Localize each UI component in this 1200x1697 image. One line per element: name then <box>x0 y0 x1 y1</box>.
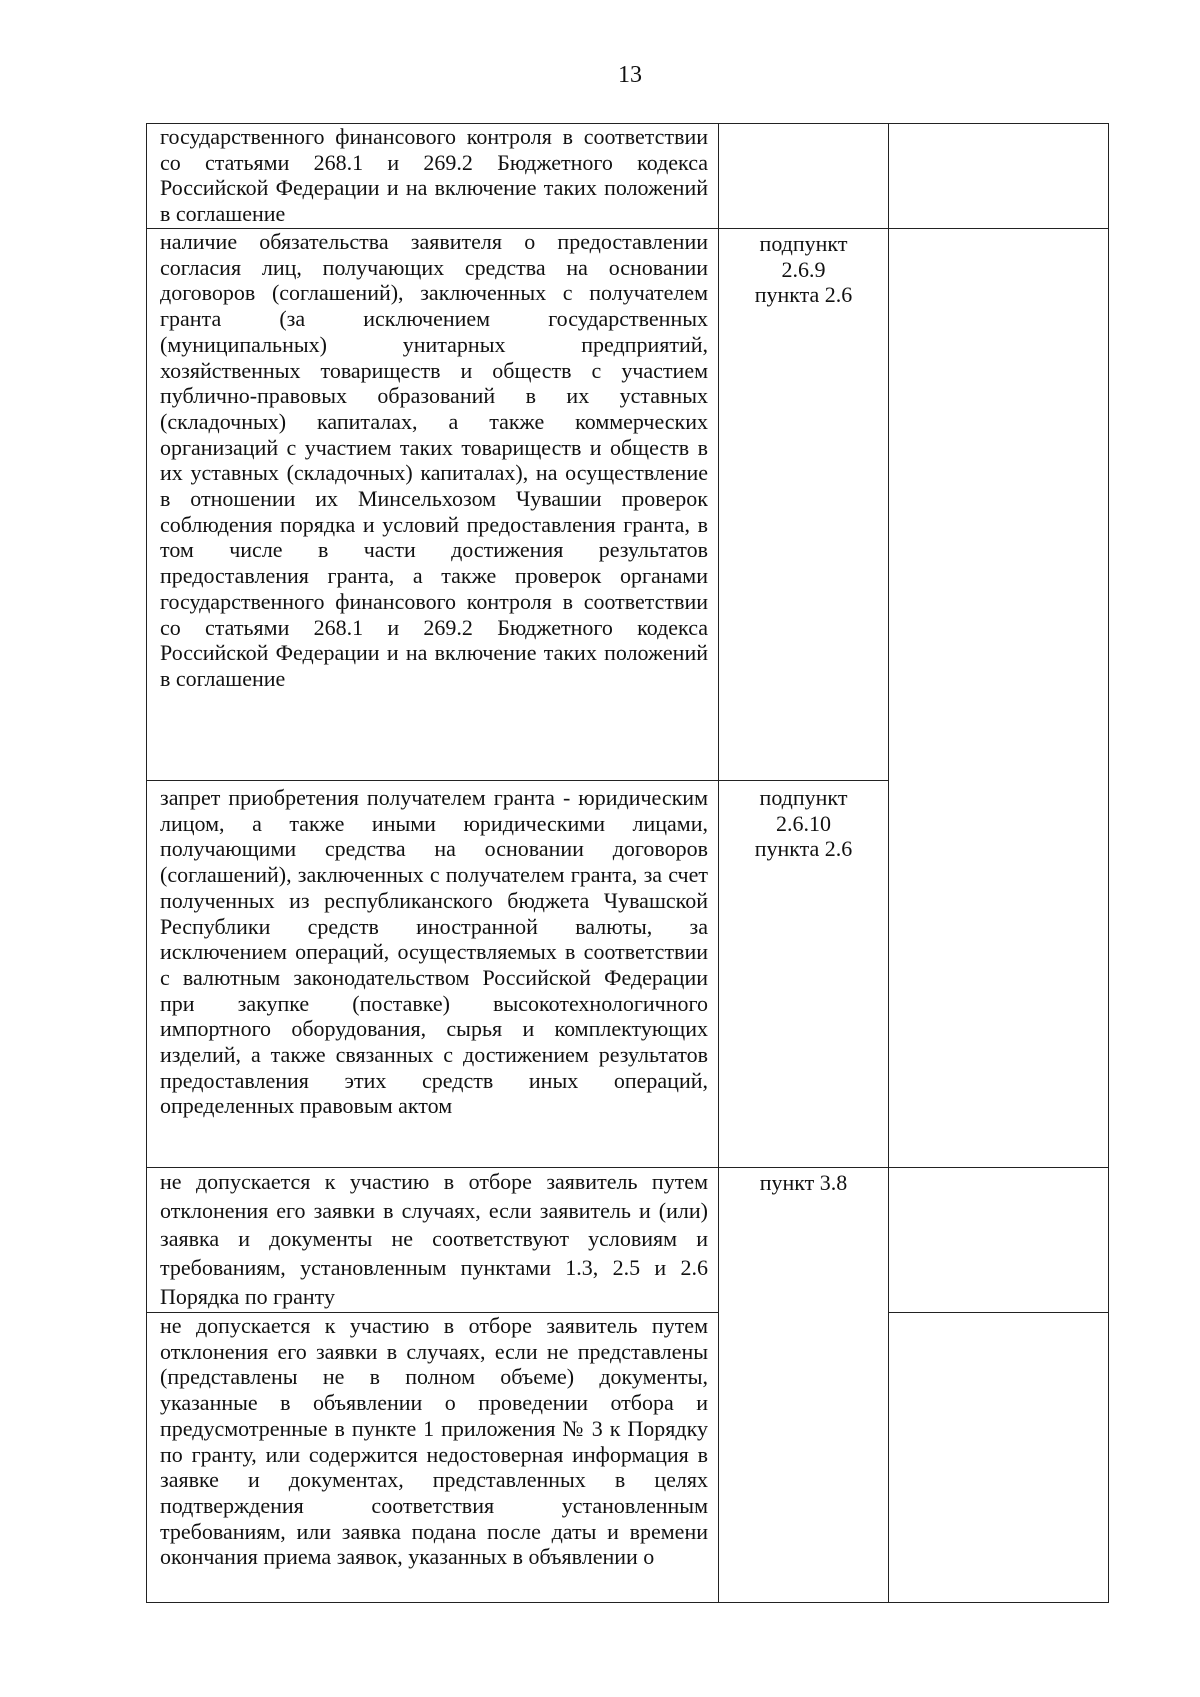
requirements-table <box>146 123 1109 1603</box>
table-row <box>147 229 1109 781</box>
note-cell <box>889 229 1109 1168</box>
note-text <box>889 1168 1108 1170</box>
note-cell <box>889 1313 1109 1603</box>
reference-text: подпункт 2.6.10 пункта 2.6 <box>754 785 853 862</box>
requirement-text: запрет приобретения получателем гранта - юридическим лицом, а также иными юридическими лицами, получающими средства на основании договоров (соглашений), заключенных с получателем гранта, за счет полученных из республиканского бюджета Чувашской Республики средств иностранной валюты, за исключением операций, осуществляемых в соответствии с валютным законодательством Российской Федерации при закупке (поставке) высокотехнологичного импортного оборудования, сырья и комплектующих изделий, а также связанных с достижением результатов предоставления этих средств иных операций, определенных правовым актом <box>160 785 708 1119</box>
reference-cell <box>719 229 889 781</box>
note-text <box>889 124 1108 126</box>
requirement-text: не допускается к участию в отборе заявитель путем отклонения его заявки в случаях, если заявитель и (или) заявка и документы не соответствуют условиям и требованиям, установленным пунктами 1.3, 2.5 и 2.6 Порядка по гранту <box>160 1169 708 1309</box>
requirement-cell <box>147 124 719 229</box>
reference-cell <box>719 781 889 1168</box>
requirement-text: государственного финансового контроля в соответствии со статьями 268.1 и 269.2 Бюджетного кодекса Российской Федерации и на включение таких положений в соглашение <box>160 124 708 227</box>
reference-text: пункт 3.8 <box>759 1170 848 1195</box>
note-text <box>889 229 1108 231</box>
requirement-cell <box>147 229 719 781</box>
requirement-text: наличие обязательства заявителя о предоставлении согласия лиц, получающих средства на основании договоров (соглашений), заключенных с получателем гранта (за исключением государственных (муниципальных) унитарных предприятий, хозяйственных товариществ и обществ с участием публично-правовых образований в их уставных (складочных) капиталах, а также коммерческих организаций с участием таких товариществ и обществ в их уставных (складочных) капиталах), на осуществление в отношении их Минсельхозом Чувашии проверок соблюдения порядка и условий предоставления гранта, в том числе в части достижения результатов предоставления гранта, а также проверок органами государственного финансового контроля в соответствии со статьями 268.1 и 269.2 Бюджетного кодекса Российской Федерации и на включение таких положений в соглашение <box>160 229 708 691</box>
table-row <box>147 124 1109 229</box>
note-cell <box>889 124 1109 229</box>
requirement-cell <box>147 781 719 1168</box>
note-cell <box>889 1168 1109 1313</box>
note-text <box>889 1313 1108 1315</box>
reference-cell <box>719 124 889 229</box>
reference-text <box>719 124 888 126</box>
page-number: 13 <box>618 62 642 88</box>
reference-text: подпункт 2.6.9 пункта 2.6 <box>754 231 853 308</box>
table-row <box>147 1168 1109 1313</box>
requirement-cell <box>147 1168 719 1313</box>
table-row <box>147 1313 1109 1603</box>
reference-cell <box>719 1168 889 1603</box>
requirement-text: не допускается к участию в отборе заявитель путем отклонения его заявки в случаях, если не представлены (представлены не в полном объеме) документы, указанные в объявлении о проведении отбора и предусмотренные в пункте 1 приложения № 3 к Порядку по гранту, или содержится недостоверная информация в заявке и документах, представленных в целях подтверждения соответствия установленным требованиям, или заявка подана после даты и времени окончания приема заявок, указанных в объявлении о <box>160 1313 708 1570</box>
requirement-cell <box>147 1313 719 1603</box>
